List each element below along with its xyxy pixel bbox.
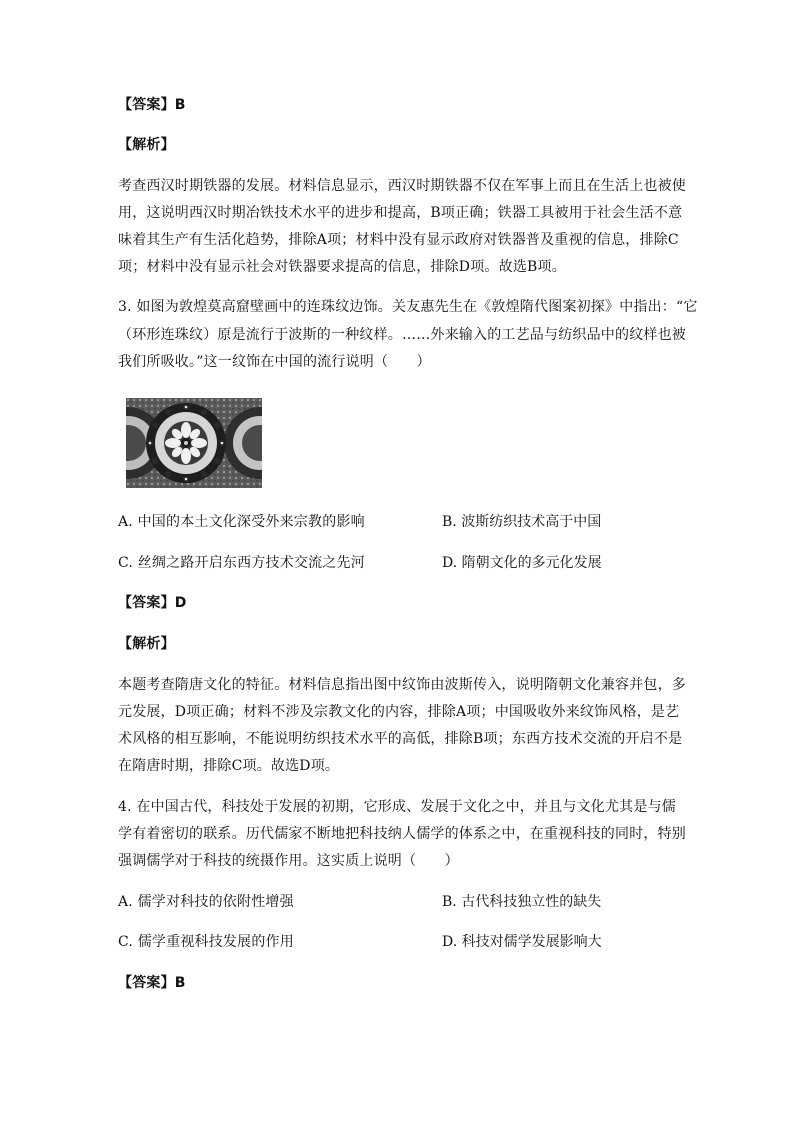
q3-stem-line: 我们所吸收。”这一纹饰在中国的流行说明（ ） xyxy=(118,354,431,370)
q3-analysis-line: 元发展，D项正确；材料不涉及宗教文化的内容，排除A项；中国吸收外来纹饰风格，是艺 xyxy=(118,704,680,720)
q4-stem-line: 强调儒学对于科技的统摄作用。这实质上说明（ ） xyxy=(118,853,459,869)
q4-option-d: D. 科技对儒学发展影响大 xyxy=(442,934,602,950)
q4-stem-line: 4. 在中国古代，科技处于发展的初期，它形成、发展于文化之中，并且与文化尤其是与儒 xyxy=(118,799,677,815)
q3-analysis-line: 本题考查隋唐文化的特征。材料信息指出图中纹饰由波斯传入，说明隋朝文化兼容并包，多 xyxy=(118,677,686,693)
q4-option-c: C. 儒学重视科技发展的作用 xyxy=(118,934,294,950)
q2-analysis-line: 用，这说明西汉时期冶铁技术水平的进步和提高，B项正确；铁器工具被用于社会生活不意 xyxy=(118,205,683,221)
q4-stem-line: 学有着密切的联系。历代儒家不断地把科技纳人儒学的体系之中，在重视科技的同时，特别 xyxy=(118,826,686,842)
pearl-roundel-pattern-icon xyxy=(126,398,262,488)
q2-analysis-line: 味着其生产有生活化趋势，排除A项；材料中没有显示政府对铁器普及重视的信息，排除C xyxy=(118,232,679,248)
q3-analysis-line: 在隋唐时期，排除C项。故选D项。 xyxy=(118,758,340,774)
q4-option-b: B. 古代科技独立性的缺失 xyxy=(442,894,602,910)
q3-option-c: C. 丝绸之路开启东西方技术交流之先河 xyxy=(118,555,365,571)
q3-stem-line: 3. 如图为敦煌莫高窟壁画中的连珠纹边饰。关友惠先生在《敦煌隋代图案初探》中指出：“它 xyxy=(118,299,698,315)
q2-analysis-line: 项；材料中没有显示社会对铁器要求提高的信息，排除D项。故选B项。 xyxy=(118,259,566,275)
q3-answer: 【答案】D xyxy=(118,595,187,611)
q3-option-d: D. 隋朝文化的多元化发展 xyxy=(442,555,602,571)
dunhuang-pearl-border-image xyxy=(126,398,262,488)
q2-analysis-line: 考查西汉时期铁器的发展。材料信息显示，西汉时期铁器不仅在军事上而且在生活上也被使 xyxy=(118,178,686,194)
q4-option-a: A. 儒学对科技的依附性增强 xyxy=(118,894,294,910)
q3-stem-line: （环形连珠纹）原是流行于波斯的一种纹样。……外来输入的工艺品与纺织品中的纹样也被 xyxy=(118,327,686,343)
q3-option-a: A. 中国的本土文化深受外来宗教的影响 xyxy=(118,514,365,530)
q2-answer: 【答案】B xyxy=(118,97,186,113)
q4-answer: 【答案】B xyxy=(118,975,186,991)
q3-option-b: B. 波斯纺织技术高于中国 xyxy=(442,514,602,530)
q3-analysis-title: 【解析】 xyxy=(118,636,175,652)
q3-analysis-line: 术风格的相互影响，不能说明纺织技术水平的高低，排除B项；东西方技术交流的开启不是 xyxy=(118,731,683,747)
q2-analysis-title: 【解析】 xyxy=(118,137,175,153)
